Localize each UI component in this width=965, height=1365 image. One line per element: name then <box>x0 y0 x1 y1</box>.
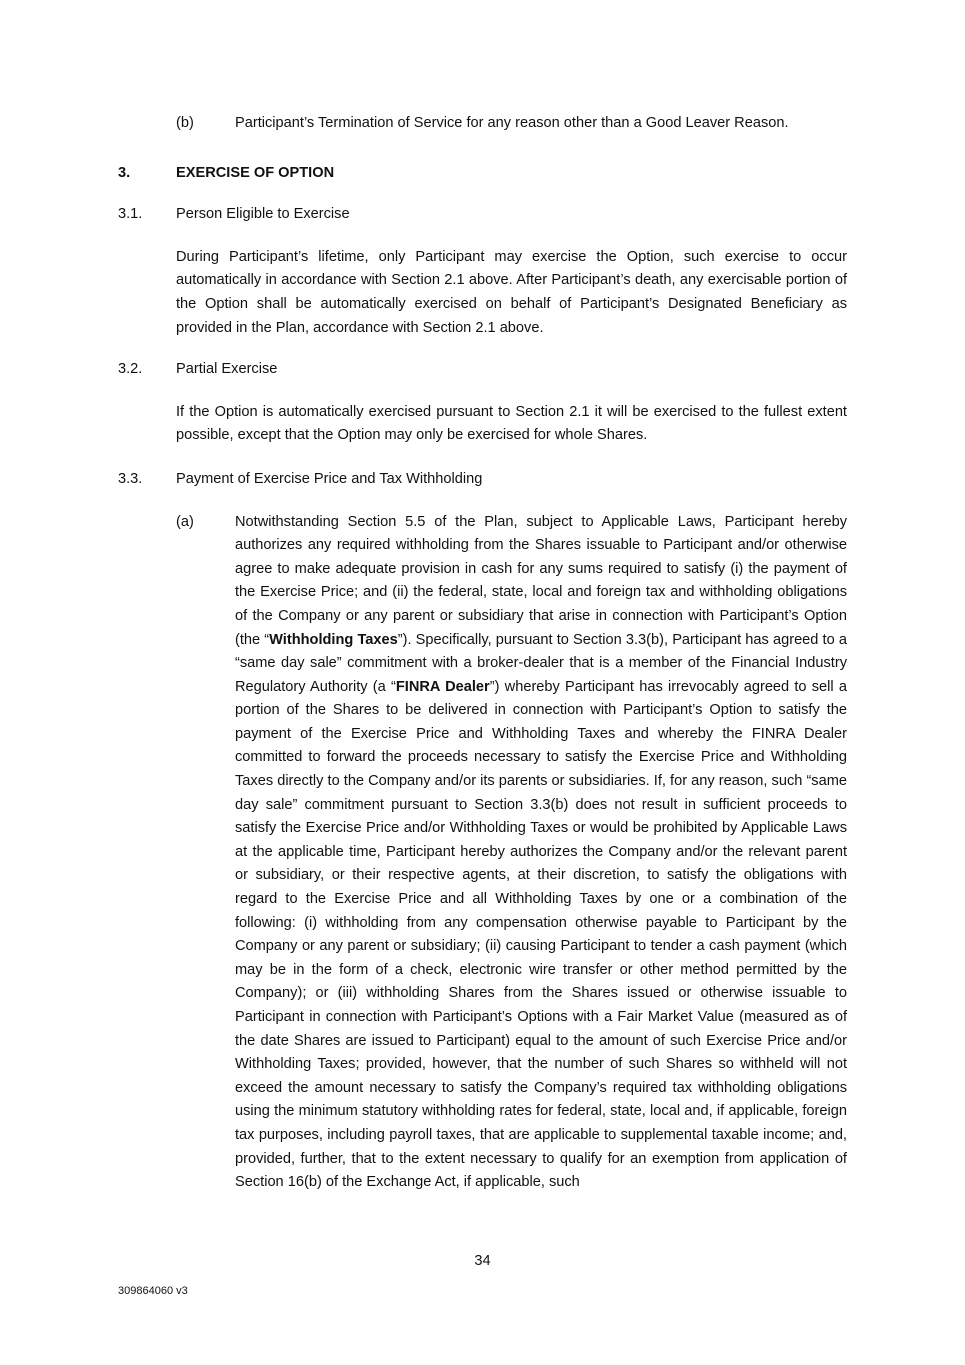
section-3-title: EXERCISE OF OPTION <box>176 164 335 181</box>
section-3-2-body: If the Option is automatically exercised pursuant to Section 2.1 it will be exercised to the fullest extent possible, except that the Option may only be exercised for whole Shares. <box>176 403 847 444</box>
clause-3-3-a-segment-0: Notwithstanding Section 5.5 of the Plan, subject to Applicable Laws, Participant hereby authorizes any required withholding from the Shares issuable to Participant and/or otherwise agree to make adequate provision in cash for any sums required to satisfy (i) the payment of the Exercise Price; and (ii) the federal, state, local and foreign tax and withholding obligations of the Company or any parent or subsidiary that arise in connection with Participant’s Option (the “ <box>235 513 847 648</box>
document-content <box>118 112 847 1195</box>
section-3-3-heading <box>118 468 847 492</box>
clause-b-label: (b) <box>176 115 194 131</box>
section-3-1-heading <box>118 203 847 227</box>
section-3-1-title: Person Eligible to Exercise <box>176 206 350 223</box>
section-3-2-heading <box>118 358 847 382</box>
section-3-3-number: 3.3. <box>118 470 143 487</box>
clause-3-3-a-segment-2: ”). Specifically, pursuant to Section 3.3(b), Participant has agreed to a “same day sale” commitment with a broker-dealer that is a member of the Financial Industry Regulatory Authority (a “ <box>235 631 847 695</box>
defined-term-finra-dealer: FINRA Dealer <box>395 678 490 695</box>
section-3-heading <box>118 162 847 186</box>
defined-term-withholding-taxes: Withholding Taxes <box>269 631 398 648</box>
section-3-2-number: 3.2. <box>118 361 143 378</box>
clause-3-3-a-text <box>235 511 847 1195</box>
clause-3-3-a <box>176 511 847 1195</box>
section-3-2-title: Partial Exercise <box>176 361 278 378</box>
footer-document-id: 309864060 v3 <box>118 1285 188 1297</box>
section-3-1-number: 3.1. <box>118 206 143 223</box>
clause-b <box>176 112 847 136</box>
clause-3-3-a-segment-4: ”) whereby Participant has irrevocably agreed to sell a portion of the Shares to be delivered in connection with Participant’s Option to satisfy the payment of the Exercise Price and Withholding Taxes and whereby the FINRA Dealer committed to forward the proceeds necessary to satisfy the Exercise Price and Withholding Taxes directly to the Company and/or its parents or subsidiaries. If, for any reason, such “same day sale” commitment pursuant to Section 3.3(b) does not result in sufficient proceeds to satisfy the Exercise Price and/or Withholding Taxes or would be prohibited by Applicable Laws at the applicable time, Participant hereby authorizes the Company and/or the relevant parent or subsidiary, or their respective agents, at their discretion, to satisfy the obligations with regard to the Exercise Price and all Withholding Taxes by one or a combination of the following: (i) withholding from any compensation otherwise payable to Participant by the Company or any parent or subsidiary; (ii) causing Participant to tender a cash payment (which may be in the form of a check, electronic wire transfer or other method permitted by the Company); or (iii) withholding Shares from the Shares issued or otherwise issuable to Participant in connection with Participant’s Options with a Fair Market Value (measured as of the date Shares are issued to Participant) equal to the amount of such Exercise Price and/or Withholding Taxes; provided, however, that the number of such Shares so withheld will not exceed the amount necessary to satisfy the Company’s required tax withholding obligations using the minimum statutory withholding rates for federal, state, local and, if applicable, foreign tax purposes, including payroll taxes, that are applicable to supplemental taxable income; and, provided, further, that to the extent necessary to qualify for an exemption from application of Section 16(b) of the Exchange Act, if applicable, such <box>235 678 847 1191</box>
section-3-1-body: During Participant’s lifetime, only Participant may exercise the Option, such exercise to occur automatically in accordance with Section 2.1 above. After Participant’s death, any exercisable portion of the Option shall be automatically exercised on behalf of Participant’s Designated Beneficiary as provided in the Plan, accordance with Section 2.1 above. <box>176 248 847 336</box>
section-3-3-title: Payment of Exercise Price and Tax Withholding <box>176 470 483 487</box>
page-number: 34 <box>474 1253 491 1269</box>
clause-3-3-a-label: (a) <box>176 513 194 530</box>
clause-b-text: Participant’s Termination of Service for any reason other than a Good Leaver Reason. <box>235 115 789 131</box>
section-3-number: 3. <box>118 164 131 181</box>
